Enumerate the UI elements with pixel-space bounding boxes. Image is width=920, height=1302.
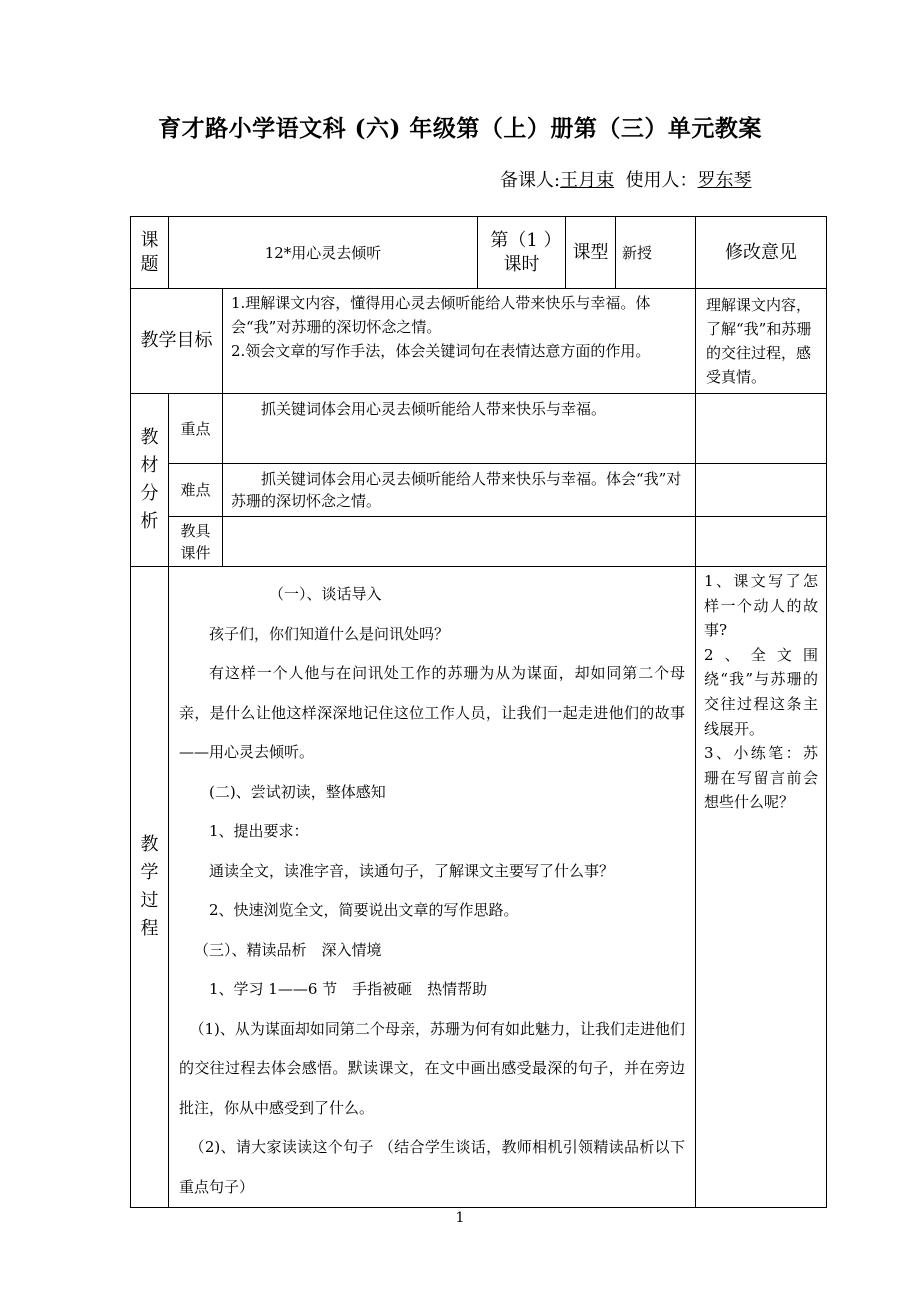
process-para-2: 孩子们，你们知道什么是问讯处吗？ [209, 624, 450, 643]
goal-1: 1.理解课文内容，懂得用心灵去倾听能给人带来快乐与幸福。体会“我”对苏珊的深切怀念之情。 [231, 294, 651, 336]
period [478, 217, 566, 289]
tools-label: 教具课件 [180, 521, 211, 562]
process-para-8: （三）、精读品析 深入情境 [194, 940, 382, 959]
goals-label: 教学目标 [131, 289, 223, 394]
process-note-3: 3、小练笔：苏珊在写留言前会想些什么呢？ [704, 744, 818, 812]
process-cell [169, 567, 696, 1208]
tools-note [696, 517, 827, 567]
process-label-cell [131, 567, 169, 1208]
byline [500, 166, 752, 192]
lesson-label-cell [131, 217, 169, 289]
key-note [696, 394, 827, 464]
process-notes [696, 567, 827, 1208]
type-value: 新授 [616, 217, 696, 289]
revision-label: 修改意见 [696, 217, 827, 289]
process-para-4: (二)、尝试初读，整体感知 [209, 782, 386, 801]
prep-name: 王月束 [560, 170, 615, 191]
lesson-plan-table [130, 216, 827, 1208]
process-para-5: 1、提出要求： [209, 822, 309, 840]
difficult-note [696, 464, 827, 517]
analysis-label: 教材分析 [140, 427, 159, 532]
user-label: 使用人： [625, 170, 698, 191]
lesson-title: 12*用心灵去倾听 [169, 217, 478, 289]
difficult-text: 抓关键词体会用心灵去倾听能给人带来快乐与幸福。体会“我”对苏珊的深切怀念之情。 [223, 464, 696, 517]
process-para-6: 通读全文，读准字音，读通句子，了解课文主要写了什么事？ [209, 861, 615, 880]
key-text: 抓关键词体会用心灵去倾听能给人带来快乐与幸福。 [223, 394, 696, 464]
difficult-label: 难点 [169, 464, 223, 517]
process-para-7: 2、快速浏览全文，简要说出文章的写作思路。 [209, 901, 519, 919]
key-label: 重点 [169, 394, 223, 464]
page-number: 1 [455, 1210, 465, 1226]
process-para-1: （一）、谈话导入 [269, 585, 382, 603]
process-para-10: （1)、从为谋面却如同第二个母亲，苏珊为何有如此魅力，让我们走进他们的交往过程去体会感悟。默读课文，在文中画出感受最深的句子，并在旁边批注，你从中感受到了什么。 [179, 1019, 685, 1117]
goals-cell [223, 289, 696, 394]
analysis-label-cell [131, 394, 169, 567]
process-note-1: 1、课文写了怎样一个动人的故事? [704, 572, 818, 640]
process-para-3: 有这样一个人他与在问讯处工作的苏珊为从为谋面，却如同第二个母亲，是什么让他这样深深地记住这位工作人员，让我们一起走进他们的故事——用心灵去倾听。 [179, 664, 685, 761]
period-text: 第（1 ）课时 [490, 229, 553, 275]
process-para-11: （2)、请大家读读这个句子 （结合学生谈话，教师相机引领精读品析以下重点句子） [179, 1138, 685, 1196]
lesson-label: 课题 [140, 229, 159, 275]
tools-text [223, 517, 696, 567]
goals-note: 理解课文内容，了解“我”和苏珊的交往过程，感受真情。 [696, 289, 827, 394]
process-para-9: 1、学习 1——6 节 手指被砸 热情帮助 [209, 980, 488, 998]
process-label: 教学过程 [140, 834, 159, 939]
user-name: 罗东琴 [697, 170, 752, 191]
type-label: 课型 [566, 217, 616, 289]
prep-label: 备课人: [500, 170, 561, 191]
document-title: 育才路小学语文科 (六) 年级第（上）册第（三）单元教案 [158, 115, 762, 142]
goal-2: 2.领会文章的写作手法，体会关键词句在表情达意方面的作用。 [231, 342, 651, 360]
process-note-2: 2、全文围绕“我”与苏珊的交往过程这条主线展开。 [704, 645, 818, 738]
tools-label-cell [169, 517, 223, 567]
